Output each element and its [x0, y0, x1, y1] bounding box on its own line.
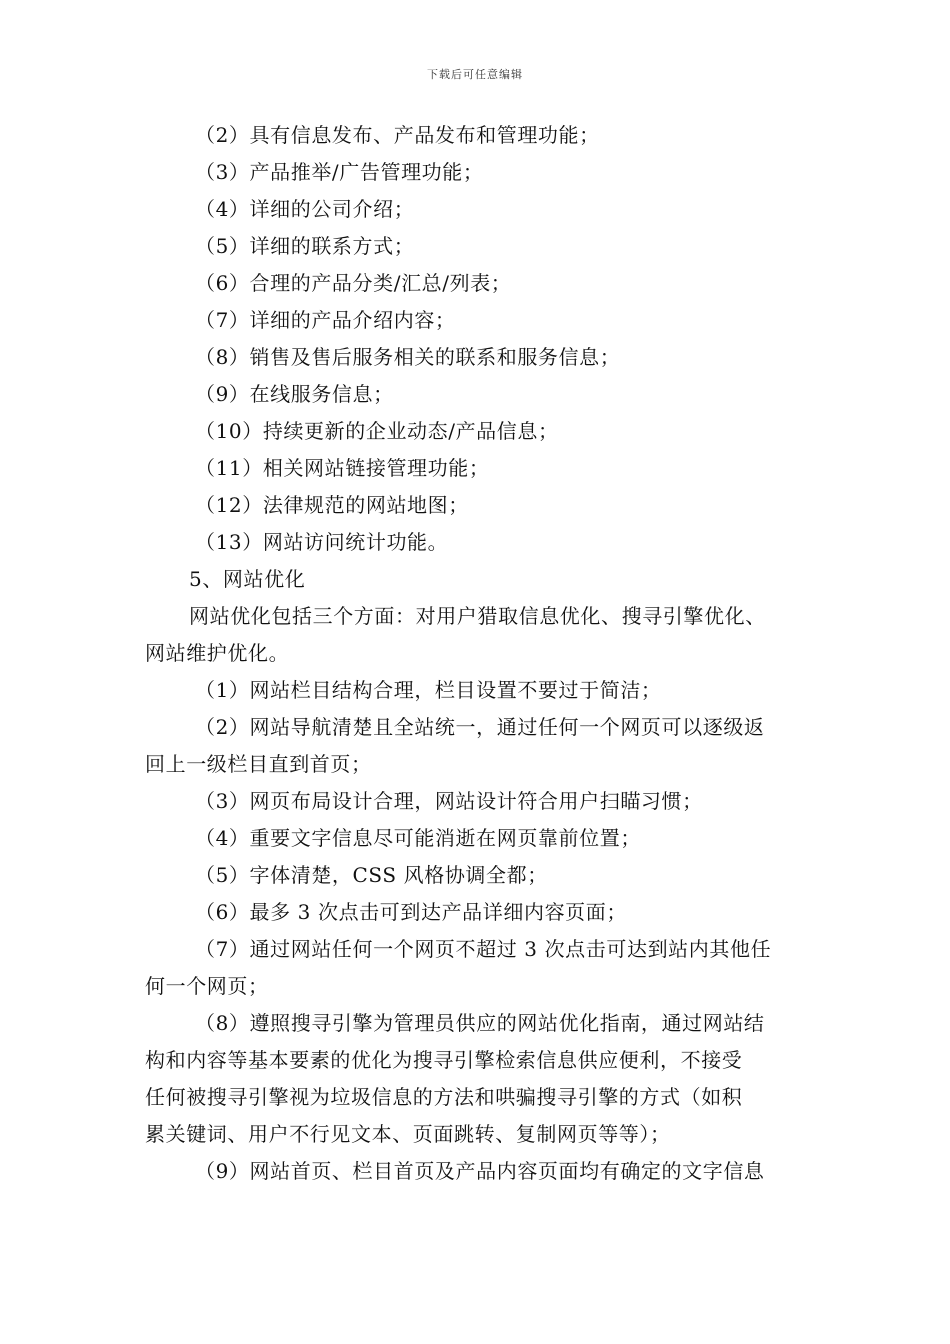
list-item: （1）网站栏目结构合理，栏目设置不要过于简洁；: [195, 678, 662, 702]
list-item-continuation: 何一个网页；: [145, 974, 269, 998]
list-item: （10）持续更新的企业动态/产品信息；: [195, 419, 559, 443]
list-item-continuation: 任何被搜寻引擎视为垃圾信息的方法和哄骗搜寻引擎的方式（如积: [145, 1085, 743, 1109]
list-item: （8）销售及售后服务相关的联系和服务信息；: [195, 345, 621, 369]
list-item: （9）网站首页、栏目首页及产品内容页面均有确定的文字信息: [195, 1159, 765, 1183]
list-item: （3）产品推举/广告管理功能；: [195, 160, 484, 184]
list-item-continuation: 构和内容等基本要素的优化为搜寻引擎检索信息供应便利，不接受: [145, 1048, 743, 1072]
list-item: （12）法律规范的网站地图；: [195, 493, 469, 517]
list-item: （11）相关网站链接管理功能；: [195, 456, 490, 480]
document-body: [145, 117, 817, 1190]
list-item: （2）具有信息发布、产品发布和管理功能；: [195, 123, 600, 147]
list-item: （7）通过网站任何一个网页不超过 3 次点击可达到站内其他任: [195, 937, 772, 961]
list-item: （4）详细的公司介绍；: [195, 197, 415, 221]
list-item: （8）遵照搜寻引擎为管理员供应的网站优化指南，通过网站结: [195, 1011, 765, 1035]
list-item: （13）网站访问统计功能。: [195, 530, 449, 554]
list-item: （5）字体清楚，CSS 风格协调全都；: [195, 863, 548, 887]
paragraph-line: 网站优化包括三个方面：对用户猎取信息优化、搜寻引擎优化、: [189, 604, 766, 628]
section-heading: 5、网站优化: [189, 567, 306, 591]
list-item-continuation: 回上一级栏目直到首页；: [145, 752, 372, 776]
list-item: （3）网页布局设计合理，网站设计符合用户扫瞄习惯；: [195, 789, 703, 813]
list-item: （9）在线服务信息；: [195, 382, 394, 406]
page-header-note: 下载后可任意编辑: [427, 68, 523, 81]
list-item: （6）合理的产品分类/汇总/列表；: [195, 271, 512, 295]
list-item: （5）详细的联系方式；: [195, 234, 415, 258]
paragraph-line: 网站维护优化。: [145, 641, 290, 665]
list-item: （2）网站导航清楚且全站统一，通过任何一个网页可以逐级返: [195, 715, 765, 739]
list-item: （4）重要文字信息尽可能消逝在网页靠前位置；: [195, 826, 641, 850]
list-item: （6）最多 3 次点击可到达产品详细内容页面；: [195, 900, 627, 924]
list-item-continuation: 累关键词、用户不行见文本、页面跳转、复制网页等等）；: [145, 1122, 671, 1146]
list-item: （7）详细的产品介绍内容；: [195, 308, 456, 332]
